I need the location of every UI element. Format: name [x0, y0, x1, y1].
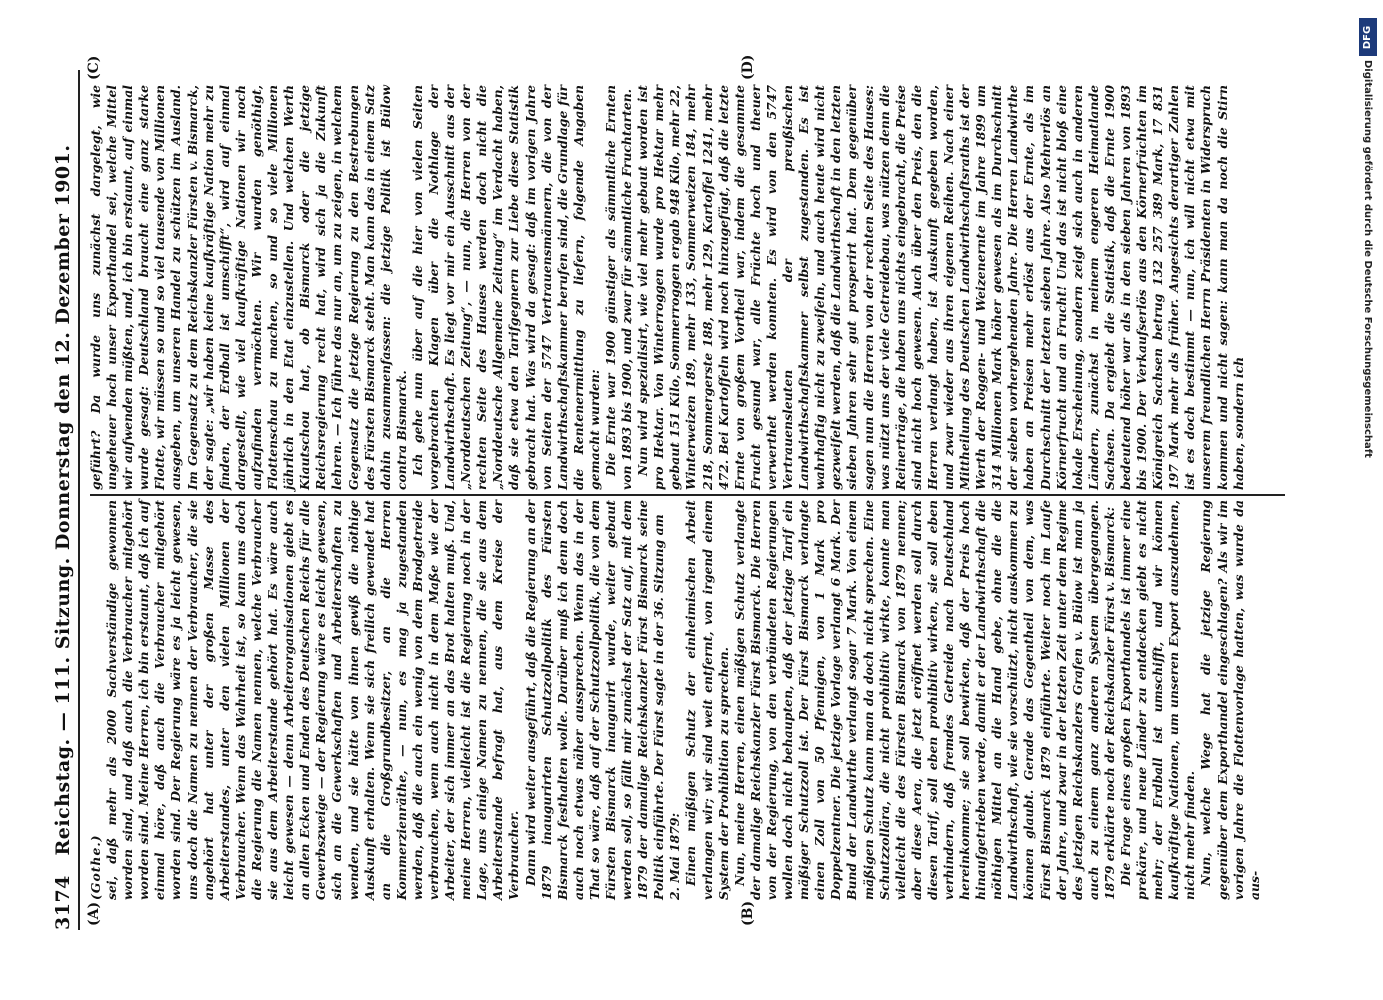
left-quote-1: Einen mäßigen Schutz der einheimischen Arbeit verlangen wir; wir sind weit entfernt, von irgend einem System der Prohibition zu sprechen. [683, 500, 731, 900]
right-quote: Die Ernte war 1900 günstiger als sämmtliche Ernten von 1893 bis 1900, und zwar für sämmtliche Fruchtarten. [603, 85, 635, 490]
page-number: 3174 [52, 875, 74, 930]
margin-marker-c: (C) [86, 55, 102, 80]
left-column [88, 500, 1263, 900]
quote-date: 2. Mai 1879: [667, 812, 683, 900]
left-paragraph-2: Dann wird weiter ausgeführt, daß die Regierung an der 1879 inaugurirten Schutzzollpolitik des Fürsten Bismarck festhalten wolle. Darüber muß ich denn doch auch noch etwas näher aussprechen. Wenn das in der That so wäre, daß auf der Schutzzollpolitik, die von dem Fürsten Bismarck inaugurirt wurde, weiter gebaut werden soll, so fällt mir zunächst der Satz auf, mit dem 1879 der damalige Reichskanzler Fürst Bismarck seine Politik einführte. Der Fürst sagte in der 36. Sitzung am [522, 500, 667, 900]
margin-marker-a: (A) [86, 901, 102, 926]
credit-text: Digitalisierung gefördert durch die Deutsche Forschungsgemeinschaft [1362, 60, 1373, 458]
margin-marker-b: (B) [740, 900, 756, 926]
left-paragraph-4: Nun, welche Wege hat die jetzige Regierung gegenüber dem Exporthandel eingeschlagen? Als wir im vorigen Jahre die Flottenvorlage hatten, was wurde da aus- [1198, 500, 1262, 900]
column-divider [90, 494, 1285, 496]
right-paragraph-1: geführt? Da wurde uns zunächst dargelegt, wie ungeheuer hoch unser Exporthandel sei, welche Mittel wir aufwenden müßten, und, ich bin erstaunt, auf einmal wurde gesagt: Deutschland braucht eine ganz starke Flotte, wir müssen so und so viel tausende von Millionen ausgeben, um unseren Handel zu schützen im Ausland. Im Gegensatz zu dem Reichskanzler Fürsten v. Bismarck, der sagte: „wir haben keine kaufkräftige Nation mehr zu finden, der Erdball ist umschifft“, wird auf einmal dargestellt, wie viel kaufkräftige Nationen wir noch aufzufinden vermöchten. Wir wurden genöthigt, Flottenschau zu machen, so und so viele Millionen jährlich in den Etat einzustellen. Und welchen Werth Kiautschou hat, ob Bismarck oder die jetzige Reichsregierung recht hat, wird sich ja die Zukunft lehren. — Ich führe das nur an, um zu zeigen, in welchem Gegensatz die jetzige Regierung zu den Bestrebungen des Fürsten Bismarck steht. Man kann das in einem Satz dahin zusammenfassen: die jetzige Politik ist Bülow contra Bismarck. [88, 85, 409, 490]
right-column [88, 85, 1247, 490]
digitization-credit [1355, 8, 1383, 998]
left-paragraph-1: sei, daß mehr als 2000 Sachverständige gewonnen worden sind, und daß auch die Verbraucher mitgehört worden sind. Meine Herren, ich bin erstaunt, daß ich auf einmal höre, daß auch die Verbraucher mitgehört worden sind. Der Regierung wäre es ja leicht gewesen, uns doch die Namen zu nennen der Verbraucher, die sie angehört hat unter der großen Masse des Arbeiterstandes, unter den vielen Millionen der Verbraucher. Wenn das Wahrheit ist, so kann uns doch die Regierung die Namen nennen, welche Verbraucher sie aus dem Arbeiterstande gehört hat. Es wäre auch leicht gewesen — denn Arbeiterorganisationen giebt es an allen Ecken und Enden des Deutschen Reichs für alle Gewerbszweige — der Regierung wäre es leicht gewesen, sich an die Gewerkschaften und Arbeiterschaften zu wenden, und sie hätte von ihnen gewiß die nöthige Auskunft erhalten. Wenn sie sich freilich gewendet hat an die Großgrundbesitzer, an die Herren Kommerzienräthe, — nun, es mag ja zugestanden werden, daß die auch ein wenig von dem Brodgetreide verbrauchen, wenn auch nicht in dem Maße wie der Arbeiter, der sich immer an das Brot halten muß. Und, meine Herren, vielleicht ist die Regierung noch in der Lage, uns einige Namen zu nennen, die sie aus dem Arbeiterstande befragt hat, aus dem Kreise der Verbraucher. [104, 500, 522, 900]
running-header [52, 70, 80, 930]
margin-marker-d: (D) [740, 54, 756, 80]
running-title: Reichstag. — 111. Sitzung. Donnerstag den 12. Dezember 1901. [52, 144, 74, 856]
left-paragraph-3: Nun, meine Herren, einen mäßigen Schutz verlangte der damalige Reichskanzler Fürst Bismarck. Die Herren von der Regierung, von den verbündeten Regierungen wollen doch nicht behaupten, daß der jetzige Tarif ein mäßiger Schutzzoll ist. Der Fürst Bismarck verlangte einen Zoll von 50 Pfennigen, von 1 Mark pro Doppelzentner. Die jetzige Vorlage verlangt 6 Mark. Der Bund der Landwirthe verlangt sogar 7 Mark. Von einem mäßigen Schutz kann man da doch nicht sprechen. Eine Schutzzollära, die nicht prohibitiv wirkte, konnte man vielleicht die des Fürsten Bismarck von 1879 nennen; aber diese Aera, die jetzt eröffnet werden soll durch diesen Tarif, soll eben prohibitiv wirken, sie soll eben verhindern, daß fremdes Getreide nach Deutschland hereinkomme; sie soll bewirken, daß der Preis hoch hinaufgetrieben werde, damit er der Landwirthschaft die nöthigen Mittel an die Hand gebe, ohne die die Landwirthschaft, wie sie vorschützt, nicht auskommen zu können glaubt. Gerade das Gegentheil von dem, was Fürst Bismarck 1879 einführte. Weiter noch im Laufe der Jahre, und zwar in der letzten Zeit unter dem Regime des jetzigen Reichskanzlers Grafen v. Bülow ist man ja auch zu einem ganz anderen System übergegangen. 1879 erklärte noch der Reichskanzler Fürst v. Bismarck: [731, 499, 1117, 900]
speaker-name: (Gothe.) [88, 834, 103, 900]
right-paragraph-3: Nun wird spezialisirt, wie viel mehr gebaut worden ist pro Hektar. Von Winterroggen wurde pro Hektar mehr gebaut 151 Kilo, Sommerroggen ergab 948 Kilo, mehr 22, Winterweizen 189, mehr 133, Sommerweizen 184, mehr 218, Sommergerste 188, mehr 129, Kartoffel 1241, mehr 472. Bei Kartoffeln wird noch hinzugefügt, daß die letzte Ernte von großem Vortheil war, indem die gesammte Frucht gesund war, alle Früchte hoch und theuer verwerthet werden konnten. Es wird von den 5747 Vertrauensleuten der preußischen Landwirthschaftskammer selbst zugestanden. Es ist wahrhaftig nicht zu zweifeln, und auch heute wird nicht gezweifelt werden, daß die Landwirthschaft in den letzten sieben Jahren sehr gut prosperirt hat. Dem gegenüber sagen nun die Herren von der rechten Seite des Hauses: was nützt uns der viele Getreidebau, was nützen denn die Reinerträge, die haben uns nichts eingebracht, die Preise sind nicht hoch gewesen. Auch über den Preis, den die Herren verlangt haben, ist Auskunft gegeben worden, und zwar wieder aus ihren eigenen Reihen. Nach einer Mittheilung des Deutschen Landwirthschaftsraths ist der Werth der Roggen- und Weizenernte im Jahre 1899 um 314 Millionen Mark höher gewesen als im Durchschnitt der sieben vorhergehenden Jahre. Die Herren Landwirthe haben an Preisen mehr erlöst aus der Ernte, als im Durchschnitt der letzten sieben Jahre. Also Mehrerlös an Körnerfrucht und an Frucht! Und das ist nicht bloß eine lokale Erscheinung, sondern zeigt sich auch in anderen Ländern, zunächst in meinem engeren Heimatlande Sachsen. Da ergiebt die Statistik, daß die Ernte 1900 bedeutend höher war als in den sieben Jahren von 1893 bis 1900. Der Verkaufserlös aus den Körnerfrüchten im Königreich Sachsen betrug 132 257 389 Mark, 17 831 197 Mark mehr als früher. Angesichts derartiger Zahlen ist es doch bestimmt — nun, ich will nicht etwa mit unserem freundlichen Herrn Präsidenten in Widerspruch kommen und nicht sagen: kann man da noch die Stirn haben, sondern ich [635, 85, 1246, 490]
right-paragraph-2: Ich gehe nun über auf die hier von vielen Seiten vorgebrachten Klagen über die Nothlage der Landwirthschaft. Es liegt vor mir ein Ausschnitt aus der „Norddeutschen Zeitung“, — nun, die Herren von der rechten Seite des Hauses werden doch nicht die „Norddeutsche Allgemeine Zeitung“ im Verdacht haben, daß sie etwa den Tarifgegnern zur Liebe diese Statistik gebracht hat. Was wird da gesagt: daß im vorigen Jahre von Seiten der 5747 Vertrauensmännern, die von der Landwirthschaftskammer berufen sind, die Grundlage für die Rentenermittlung zu liefern, folgende Angaben gemacht wurden: [409, 85, 602, 490]
dfg-logo: DFG [1359, 18, 1377, 56]
left-quote-2: Die Frage eines großen Exporthandels ist immer eine prekäre, und neue Länder zu entdecken giebt es nicht mehr; der Erdball ist umschifft, und wir können kaufkräftige Nationen, um unseren Export auszudehnen, nicht mehr finden. [1118, 500, 1198, 900]
